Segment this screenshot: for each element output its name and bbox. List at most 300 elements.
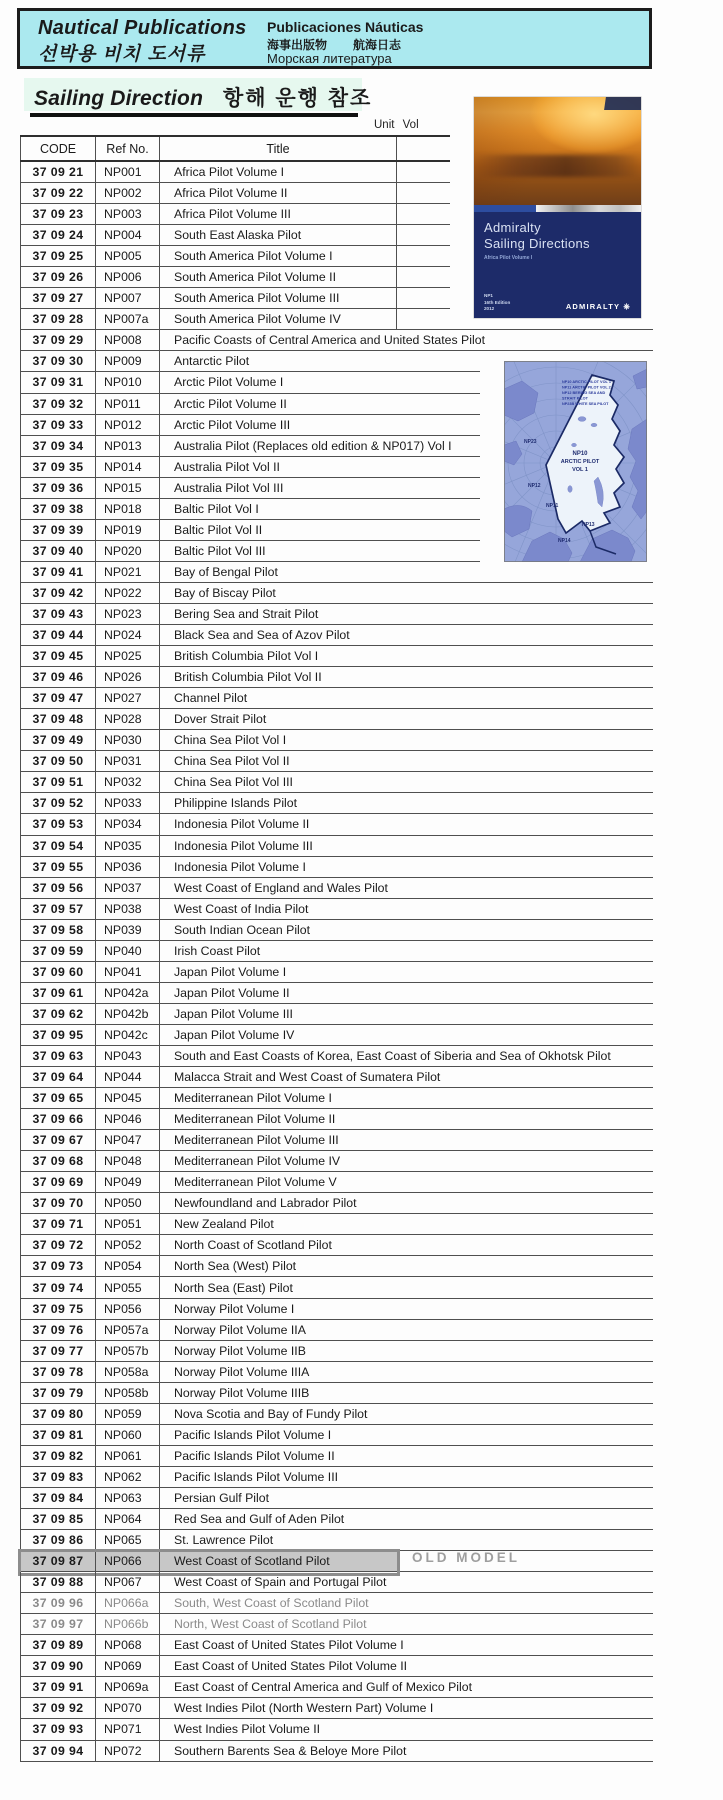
row-ref: NP045	[96, 1088, 160, 1108]
row-code: 37 09 51	[20, 772, 96, 792]
table-row	[20, 583, 653, 604]
admiralty-book-cover-image	[474, 97, 641, 318]
svg-text:NP23B WHITE SEA PILOT: NP23B WHITE SEA PILOT	[562, 402, 609, 406]
table-row	[20, 814, 653, 835]
row-code: 37 09 71	[20, 1214, 96, 1234]
row-ref: NP010	[96, 372, 160, 392]
row-code: 37 09 82	[20, 1446, 96, 1466]
page-title-english: Nautical Publications	[38, 17, 247, 39]
table-row	[20, 1677, 653, 1698]
row-ref: NP021	[96, 562, 160, 582]
unit-label: Unit Vol	[374, 119, 419, 131]
row-code: 37 09 42	[20, 583, 96, 603]
section-underline	[30, 113, 358, 117]
row-title: North, West Coast of Scotland Pilot	[174, 1617, 367, 1632]
row-code: 37 09 66	[20, 1109, 96, 1129]
row-code: 37 09 58	[20, 920, 96, 940]
row-ref: NP027	[96, 688, 160, 708]
row-code: 37 09 52	[20, 793, 96, 813]
row-ref: NP036	[96, 857, 160, 877]
map-legend	[562, 380, 611, 406]
table-row	[20, 1551, 653, 1572]
table-row	[20, 878, 653, 899]
row-title: Baltic Pilot Vol III	[174, 543, 266, 558]
row-ref: NP025	[96, 646, 160, 666]
row-code: 37 09 95	[20, 1025, 96, 1045]
row-ref: NP039	[96, 920, 160, 940]
row-title: West Coast of England and Wales Pilot	[174, 880, 388, 895]
table-row	[20, 436, 480, 457]
table-row	[20, 162, 450, 183]
table-row	[20, 330, 653, 351]
row-title: St. Lawrence Pilot	[174, 1533, 274, 1548]
table-row	[20, 1130, 653, 1151]
table-row	[20, 1067, 653, 1088]
row-title: Arctic Pilot Volume I	[174, 375, 284, 390]
table-row	[20, 415, 480, 436]
row-ref: NP061	[96, 1446, 160, 1466]
row-code: 37 09 31	[20, 372, 96, 392]
svg-text:VOL 1: VOL 1	[572, 467, 588, 473]
row-title: South America Pilot Volume II	[160, 267, 397, 287]
row-ref: NP070	[96, 1698, 160, 1718]
book-code: NP1	[484, 293, 493, 299]
row-ref: NP060	[96, 1425, 160, 1445]
row-code: 37 09 75	[20, 1299, 96, 1319]
table-row	[20, 1404, 653, 1425]
row-code: 37 09 46	[20, 667, 96, 687]
row-ref: NP072	[96, 1741, 160, 1761]
row-title: Pacific Islands Pilot Volume III	[174, 1469, 339, 1484]
table-row	[20, 1719, 653, 1740]
svg-text:NP11 ARCTIC PILOT VOL 2: NP11 ARCTIC PILOT VOL 2	[562, 385, 611, 390]
row-title: East Coast of United States Pilot Volume II	[174, 1659, 408, 1674]
row-code: 37 09 64	[20, 1067, 96, 1087]
crest-icon: ⎈	[623, 302, 631, 311]
row-ref: NP005	[96, 246, 160, 266]
row-title: Mediterranean Pilot Volume IV	[174, 1154, 341, 1169]
table-header-row	[20, 135, 450, 162]
table-row	[20, 1235, 653, 1256]
table-row	[20, 709, 653, 730]
row-code: 37 09 93	[20, 1719, 96, 1739]
row-code: 37 09 27	[20, 288, 96, 308]
row-title: Irish Coast Pilot	[174, 943, 261, 958]
row-ref: NP068	[96, 1635, 160, 1655]
row-code: 37 09 68	[20, 1151, 96, 1171]
table-row	[20, 604, 653, 625]
svg-text:NP10: NP10	[572, 451, 588, 457]
row-ref: NP067	[96, 1572, 160, 1592]
row-title: Arctic Pilot Volume II	[174, 396, 287, 411]
row-ref: NP022	[96, 583, 160, 603]
row-code: 37 09 76	[20, 1320, 96, 1340]
row-ref: NP057a	[96, 1320, 160, 1340]
row-code: 37 09 35	[20, 457, 96, 477]
row-title: South Indian Ocean Pilot	[174, 922, 311, 937]
table-row	[20, 1467, 653, 1488]
row-title: New Zealand Pilot	[174, 1217, 274, 1232]
row-title: West Indies Pilot (North Western Part) Volume I	[174, 1701, 434, 1716]
table-row	[20, 962, 653, 983]
row-ref: NP020	[96, 541, 160, 561]
table-row	[20, 1109, 653, 1130]
svg-text:NP14: NP14	[558, 538, 571, 544]
row-ref: NP044	[96, 1067, 160, 1087]
row-ref: NP042b	[96, 1004, 160, 1024]
row-title: Norway Pilot Volume IIA	[174, 1322, 306, 1337]
row-code: 37 09 63	[20, 1046, 96, 1066]
row-ref: NP069a	[96, 1677, 160, 1697]
table-row	[20, 730, 653, 751]
row-code: 37 09 28	[20, 309, 96, 329]
table-row	[20, 562, 653, 583]
table-row	[20, 1425, 653, 1446]
page-title-chinese-2: 航海日志	[353, 38, 402, 52]
row-code: 37 09 29	[20, 330, 96, 350]
row-code: 37 09 79	[20, 1383, 96, 1403]
row-ref: NP023	[96, 604, 160, 624]
row-code: 37 09 94	[20, 1741, 96, 1761]
table-row	[20, 1593, 653, 1614]
table-row	[20, 1383, 653, 1404]
row-code: 37 09 47	[20, 688, 96, 708]
row-code: 37 09 45	[20, 646, 96, 666]
row-code: 37 09 65	[20, 1088, 96, 1108]
svg-text:NP12: NP12	[528, 483, 541, 489]
table-row	[20, 1698, 653, 1719]
table-row	[20, 857, 653, 878]
row-code: 37 09 69	[20, 1172, 96, 1192]
row-code: 37 09 80	[20, 1404, 96, 1424]
row-ref: NP052	[96, 1235, 160, 1255]
row-code: 37 09 55	[20, 857, 96, 877]
row-title: Newfoundland and Labrador Pilot	[174, 1196, 357, 1211]
row-code: 37 09 48	[20, 709, 96, 729]
row-title: Mediterranean Pilot Volume V	[174, 1175, 337, 1190]
table-row	[20, 1320, 653, 1341]
row-code: 37 09 88	[20, 1572, 96, 1592]
table-row	[20, 1214, 653, 1235]
table-row	[20, 457, 480, 478]
row-ref: NP037	[96, 878, 160, 898]
table-row	[20, 1299, 653, 1320]
book-edition: 16th Edition	[484, 299, 511, 305]
row-ref: NP013	[96, 436, 160, 456]
row-title: South America Pilot Volume IV	[160, 309, 397, 329]
book-edition-block	[484, 293, 510, 312]
row-ref: NP057b	[96, 1341, 160, 1361]
row-ref: NP042c	[96, 1025, 160, 1045]
row-title: Norway Pilot Volume IIIB	[174, 1385, 310, 1400]
row-title: Arctic Pilot Volume III	[174, 417, 291, 432]
table-row	[20, 225, 450, 246]
table-row	[20, 246, 450, 267]
row-code: 37 09 38	[20, 499, 96, 519]
row-title: North Coast of Scotland Pilot	[174, 1238, 332, 1253]
row-code: 37 09 67	[20, 1130, 96, 1150]
row-ref: NP002	[96, 183, 160, 203]
row-ref: NP030	[96, 730, 160, 750]
row-title: Bay of Bengal Pilot	[174, 564, 278, 579]
row-ref: NP011	[96, 394, 160, 414]
row-code: 37 09 85	[20, 1509, 96, 1529]
row-code: 37 09 86	[20, 1530, 96, 1550]
row-code: 37 09 24	[20, 225, 96, 245]
row-ref: NP026	[96, 667, 160, 687]
row-ref: NP031	[96, 751, 160, 771]
table-row	[20, 204, 450, 225]
table-row	[20, 499, 480, 520]
row-title: Indonesia Pilot Volume I	[174, 859, 306, 874]
row-title: Africa Pilot Volume I	[160, 162, 397, 182]
row-code: 37 09 44	[20, 625, 96, 645]
row-title: British Columbia Pilot Vol I	[174, 649, 319, 664]
row-ref: NP051	[96, 1214, 160, 1234]
row-title: South America Pilot Volume I	[160, 246, 397, 266]
row-title: West Coast of Scotland Pilot	[160, 1551, 397, 1571]
row-ref: NP054	[96, 1256, 160, 1276]
table-row	[20, 941, 653, 962]
row-ref: NP066	[96, 1551, 160, 1571]
row-code: 37 09 87	[20, 1551, 96, 1571]
row-ref: NP042a	[96, 983, 160, 1003]
row-ref: NP024	[96, 625, 160, 645]
table-row	[20, 1004, 653, 1025]
row-title: Pacific Coasts of Central America and United States Pilot	[174, 333, 485, 348]
row-ref: NP038	[96, 899, 160, 919]
table-row	[20, 394, 480, 415]
table-row	[20, 625, 653, 646]
svg-text:NP23: NP23	[524, 439, 537, 445]
row-ref: NP043	[96, 1046, 160, 1066]
row-title: North Sea (East) Pilot	[174, 1280, 293, 1295]
row-title: Japan Pilot Volume II	[174, 985, 290, 1000]
page-title-korean: 선박용 비치 도서류	[38, 44, 206, 65]
row-title: Bering Sea and Strait Pilot	[174, 607, 319, 621]
table-row	[20, 688, 653, 709]
row-title: Baltic Pilot Vol II	[174, 522, 263, 537]
table-row	[20, 1509, 653, 1530]
arctic-pilot-map-image	[504, 361, 647, 562]
row-ref: NP040	[96, 941, 160, 961]
row-ref: NP034	[96, 814, 160, 834]
table-row	[20, 1656, 653, 1677]
table-row	[20, 1151, 653, 1172]
row-ref: NP049	[96, 1172, 160, 1192]
old-model-label: OLD MODEL	[412, 1550, 520, 1565]
table-row	[20, 899, 653, 920]
row-title: Southern Barents Sea & Beloye More Pilot	[174, 1743, 407, 1758]
row-ref: NP047	[96, 1130, 160, 1150]
row-code: 37 09 61	[20, 983, 96, 1003]
row-title: North Sea (West) Pilot	[174, 1259, 297, 1274]
book-cover-stripe	[474, 205, 641, 212]
row-ref: NP055	[96, 1277, 160, 1297]
row-ref: NP066a	[96, 1593, 160, 1613]
row-title: Australia Pilot Vol III	[174, 480, 284, 495]
row-ref: NP066b	[96, 1614, 160, 1634]
table-row	[20, 1741, 653, 1762]
row-title: British Columbia Pilot Vol II	[174, 670, 322, 685]
book-title-line2: Sailing Directions	[484, 236, 590, 251]
section-title-korean: 항해 운행 참조	[222, 87, 373, 110]
svg-text:NP10 ARCTIC PILOT VOL 1: NP10 ARCTIC PILOT VOL 1	[562, 380, 611, 384]
row-ref: NP050	[96, 1193, 160, 1213]
row-code: 37 09 30	[20, 351, 96, 371]
row-code: 37 09 62	[20, 1004, 96, 1024]
row-code: 37 09 57	[20, 899, 96, 919]
row-title: West Coast of Spain and Portugal Pilot	[174, 1575, 387, 1590]
row-code: 37 09 53	[20, 814, 96, 834]
book-year: 2012	[484, 305, 495, 311]
book-cover-photo	[474, 97, 641, 205]
table-row	[20, 520, 480, 541]
section-title-english: Sailing Direction	[34, 87, 204, 110]
row-title: Japan Pilot Volume IV	[174, 1027, 295, 1042]
row-title: Norway Pilot Volume IIB	[174, 1343, 306, 1358]
row-ref: NP058a	[96, 1362, 160, 1382]
row-code: 37 09 60	[20, 962, 96, 982]
row-ref: NP001	[96, 162, 160, 182]
row-code: 37 09 89	[20, 1635, 96, 1655]
row-title: Norway Pilot Volume IIIA	[174, 1364, 310, 1379]
row-title: Mediterranean Pilot Volume III	[174, 1133, 339, 1148]
row-code: 37 09 77	[20, 1341, 96, 1361]
row-ref: NP007	[96, 288, 160, 308]
row-ref: NP009	[96, 351, 160, 371]
row-title: Indonesia Pilot Volume II	[174, 817, 310, 832]
section-title	[34, 82, 372, 112]
book-title-line1: Admiralty	[484, 220, 541, 235]
row-title: West Coast of India Pilot	[174, 901, 309, 916]
table-row	[20, 772, 653, 793]
table-row	[20, 646, 653, 667]
row-ref: NP058b	[96, 1383, 160, 1403]
column-header-title: Title	[160, 137, 397, 160]
table-row	[20, 1025, 653, 1046]
row-title: Africa Pilot Volume III	[160, 204, 397, 224]
row-ref: NP014	[96, 457, 160, 477]
row-ref: NP015	[96, 478, 160, 498]
row-code: 37 09 32	[20, 394, 96, 414]
row-title: Persian Gulf Pilot	[174, 1490, 270, 1505]
row-title: Baltic Pilot Vol I	[174, 501, 259, 516]
row-ref: NP041	[96, 962, 160, 982]
row-title: Pacific Islands Pilot Volume II	[174, 1448, 335, 1463]
table-row	[20, 983, 653, 1004]
table-row	[20, 920, 653, 941]
svg-text:NP12 BERING SEA AND: NP12 BERING SEA AND	[562, 391, 606, 395]
row-code: 37 09 25	[20, 246, 96, 266]
row-ref: NP019	[96, 520, 160, 540]
row-ref: NP056	[96, 1299, 160, 1319]
row-code: 37 09 72	[20, 1235, 96, 1255]
svg-text:ARCTIC PILOT: ARCTIC PILOT	[560, 459, 600, 465]
row-ref: NP032	[96, 772, 160, 792]
column-header-ref: Ref No.	[96, 137, 160, 160]
row-ref: NP048	[96, 1151, 160, 1171]
book-subtitle: Africa Pilot Volume I	[484, 255, 533, 261]
row-ref: NP064	[96, 1509, 160, 1529]
row-title: Japan Pilot Volume III	[174, 1006, 293, 1021]
table-row	[20, 267, 450, 288]
row-code: 37 09 90	[20, 1656, 96, 1676]
row-title: Africa Pilot Volume II	[160, 183, 397, 203]
row-title: South, West Coast of Scotland Pilot	[174, 1596, 369, 1611]
table-row	[20, 1341, 653, 1362]
table-row	[20, 1362, 653, 1383]
row-title: Japan Pilot Volume I	[174, 964, 287, 979]
row-code: 37 09 40	[20, 541, 96, 561]
row-title: Mediterranean Pilot Volume I	[174, 1091, 332, 1106]
table-row	[20, 1446, 653, 1467]
row-title: Pacific Islands Pilot Volume I	[174, 1427, 332, 1442]
book-cover-panel	[474, 212, 641, 318]
row-code: 37 09 74	[20, 1277, 96, 1297]
row-title: East Coast of Central America and Gulf of Mexico Pilot	[174, 1680, 472, 1695]
row-ref: NP007a	[96, 309, 160, 329]
row-code: 37 09 36	[20, 478, 96, 498]
table-row	[20, 751, 653, 772]
row-title: Channel Pilot	[174, 691, 248, 706]
row-title: West Indies Pilot Volume II	[174, 1722, 321, 1737]
row-ref: NP059	[96, 1404, 160, 1424]
row-code: 37 09 92	[20, 1698, 96, 1718]
svg-text:STRAIT PILOT: STRAIT PILOT	[562, 396, 588, 401]
table-row	[20, 1256, 653, 1277]
row-ref: NP012	[96, 415, 160, 435]
row-title: Dover Strait Pilot	[174, 712, 267, 727]
brand-text: ADMIRALTY	[565, 302, 621, 311]
row-ref: NP028	[96, 709, 160, 729]
table-row	[20, 793, 653, 814]
row-title: Bay of Biscay Pilot	[174, 585, 276, 600]
table-row	[20, 541, 480, 562]
row-ref: NP004	[96, 225, 160, 245]
column-header-code: CODE	[20, 137, 96, 160]
row-title: Red Sea and Gulf of Aden Pilot	[174, 1512, 345, 1527]
row-code: 37 09 59	[20, 941, 96, 961]
table-row	[20, 1277, 653, 1298]
row-title: China Sea Pilot Vol III	[174, 775, 293, 790]
row-title: East Coast of United States Pilot Volume I	[174, 1638, 404, 1653]
row-title: Antarctic Pilot	[174, 354, 250, 369]
row-ref: NP046	[96, 1109, 160, 1129]
admiralty-brand-logo	[566, 302, 631, 312]
table-row	[20, 1088, 653, 1109]
table-row	[20, 1635, 653, 1656]
row-code: 37 09 34	[20, 436, 96, 456]
row-code: 37 09 91	[20, 1677, 96, 1697]
row-code: 37 09 49	[20, 730, 96, 750]
row-title: China Sea Pilot Vol I	[174, 733, 287, 748]
row-title: South America Pilot Volume III	[160, 288, 397, 308]
table-row	[20, 1530, 653, 1551]
row-title: Indonesia Pilot Volume III	[174, 838, 313, 853]
row-title: Norway Pilot Volume I	[174, 1301, 295, 1316]
table-row	[20, 183, 450, 204]
row-code: 37 09 39	[20, 520, 96, 540]
row-ref: NP008	[96, 330, 160, 350]
row-code: 37 09 97	[20, 1614, 96, 1634]
row-code: 37 09 83	[20, 1467, 96, 1487]
row-ref: NP035	[96, 836, 160, 856]
row-code: 37 09 70	[20, 1193, 96, 1213]
row-code: 37 09 54	[20, 836, 96, 856]
row-title: Philippine Islands Pilot	[174, 796, 298, 811]
row-ref: NP069	[96, 1656, 160, 1676]
